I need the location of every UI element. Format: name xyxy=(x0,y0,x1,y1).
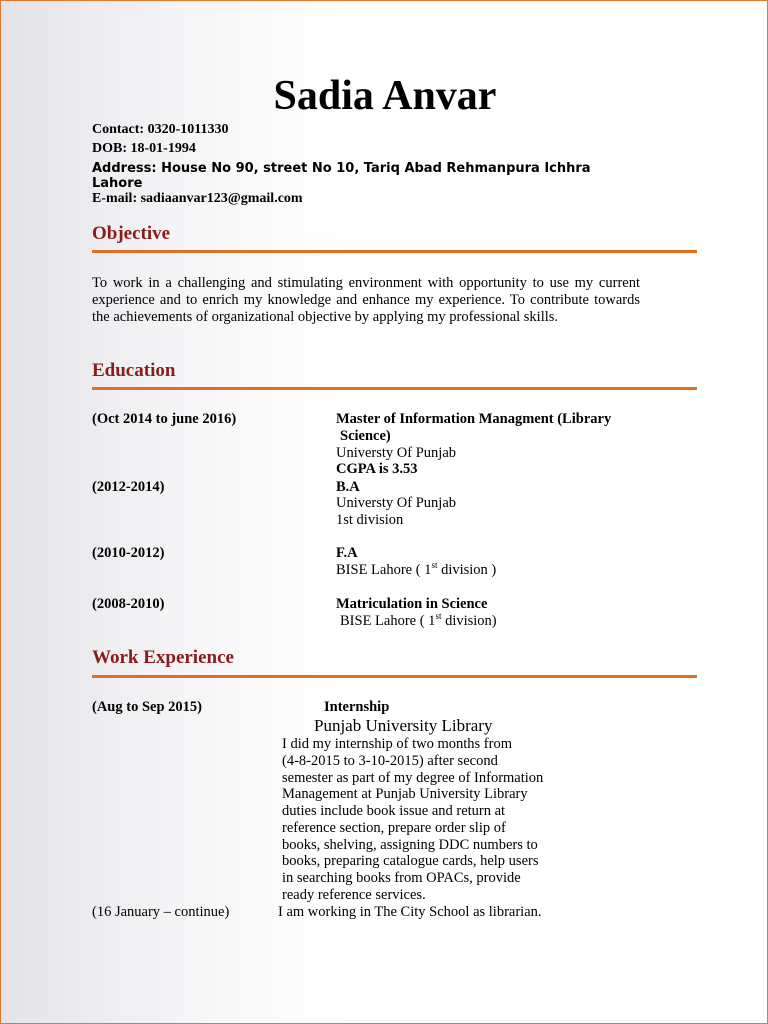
candidate-name: Sadia Anvar xyxy=(273,73,497,119)
email-label: E-mail: xyxy=(92,191,138,206)
work-description-line: duties include book issue and return at xyxy=(282,803,506,819)
section-divider xyxy=(92,250,697,253)
email-value: sadiaanvar123@gmail.com xyxy=(140,191,303,206)
section-divider xyxy=(92,675,697,678)
education-result: BISE Lahore ( 1st division) xyxy=(340,611,497,629)
education-period: (2012-2014) xyxy=(92,479,165,495)
work-description-line: in searching books from OPACs, provide xyxy=(282,870,521,886)
contact-value: 0320-1011330 xyxy=(147,122,229,137)
dob-line xyxy=(92,140,196,157)
work-description-line: books, preparing catalogue cards, help users xyxy=(282,853,539,869)
education-period: (Oct 2014 to june 2016) xyxy=(92,411,237,427)
education-result: CGPA is 3.53 xyxy=(336,461,418,477)
education-period: (2010-2012) xyxy=(92,545,165,561)
education-degree: Matriculation in Science xyxy=(336,596,488,612)
section-divider xyxy=(92,387,697,390)
address-line2: Lahore xyxy=(92,176,143,191)
education-degree-cont: Science) xyxy=(340,428,391,444)
work-description-line: I did my internship of two months from xyxy=(282,736,512,752)
work-description-line: Management at Punjab University Library xyxy=(282,786,528,802)
work-description-line: books, shelving, assigning DDC numbers to xyxy=(282,837,538,853)
education-result: 1st division xyxy=(336,512,404,528)
work-organization: Punjab University Library xyxy=(314,716,493,735)
education-institution: Universty Of Punjab xyxy=(336,495,457,511)
address-line xyxy=(92,160,591,177)
education-period: (2008-2010) xyxy=(92,596,165,612)
address-line1: House No 90, street No 10, Tariq Abad Rehmanpura Ichhra xyxy=(161,161,591,176)
work-heading: Work Experience xyxy=(92,647,234,668)
objective-text: To work in a challenging and stimulating environment with opportunity to use my current experience and to enrich my knowledge and enhance my experience. To contribute towards the achievements of organizational objective by applying my professional skills. xyxy=(92,275,640,325)
email-line xyxy=(92,190,303,207)
work-description-line: semester as part of my degree of Information xyxy=(282,770,544,786)
education-heading: Education xyxy=(92,360,176,381)
work-period: (Aug to Sep 2015) xyxy=(92,699,202,715)
work-description-line: (4-8-2015 to 3-10-2015) after second xyxy=(282,753,498,769)
contact-label: Contact: xyxy=(92,122,145,137)
work-description: I am working in The City School as librarian. xyxy=(278,904,542,920)
work-period: (16 January – continue) xyxy=(92,904,230,920)
work-description-line: ready reference services. xyxy=(282,887,426,903)
education-result: BISE Lahore ( 1st division ) xyxy=(336,560,497,578)
address-label: Address: xyxy=(92,161,157,176)
objective-heading: Objective xyxy=(92,223,171,244)
education-degree: Master of Information Managment (Library xyxy=(336,411,612,427)
dob-value: 18-01-1994 xyxy=(130,141,196,156)
work-description-line: reference section, prepare order slip of xyxy=(282,820,506,836)
contact-line xyxy=(92,121,229,138)
dob-label: DOB: xyxy=(92,141,127,156)
education-degree: B.A xyxy=(336,479,360,495)
education-institution: Universty Of Punjab xyxy=(336,445,457,461)
education-degree: F.A xyxy=(336,545,358,561)
work-title: Internship xyxy=(324,699,390,715)
